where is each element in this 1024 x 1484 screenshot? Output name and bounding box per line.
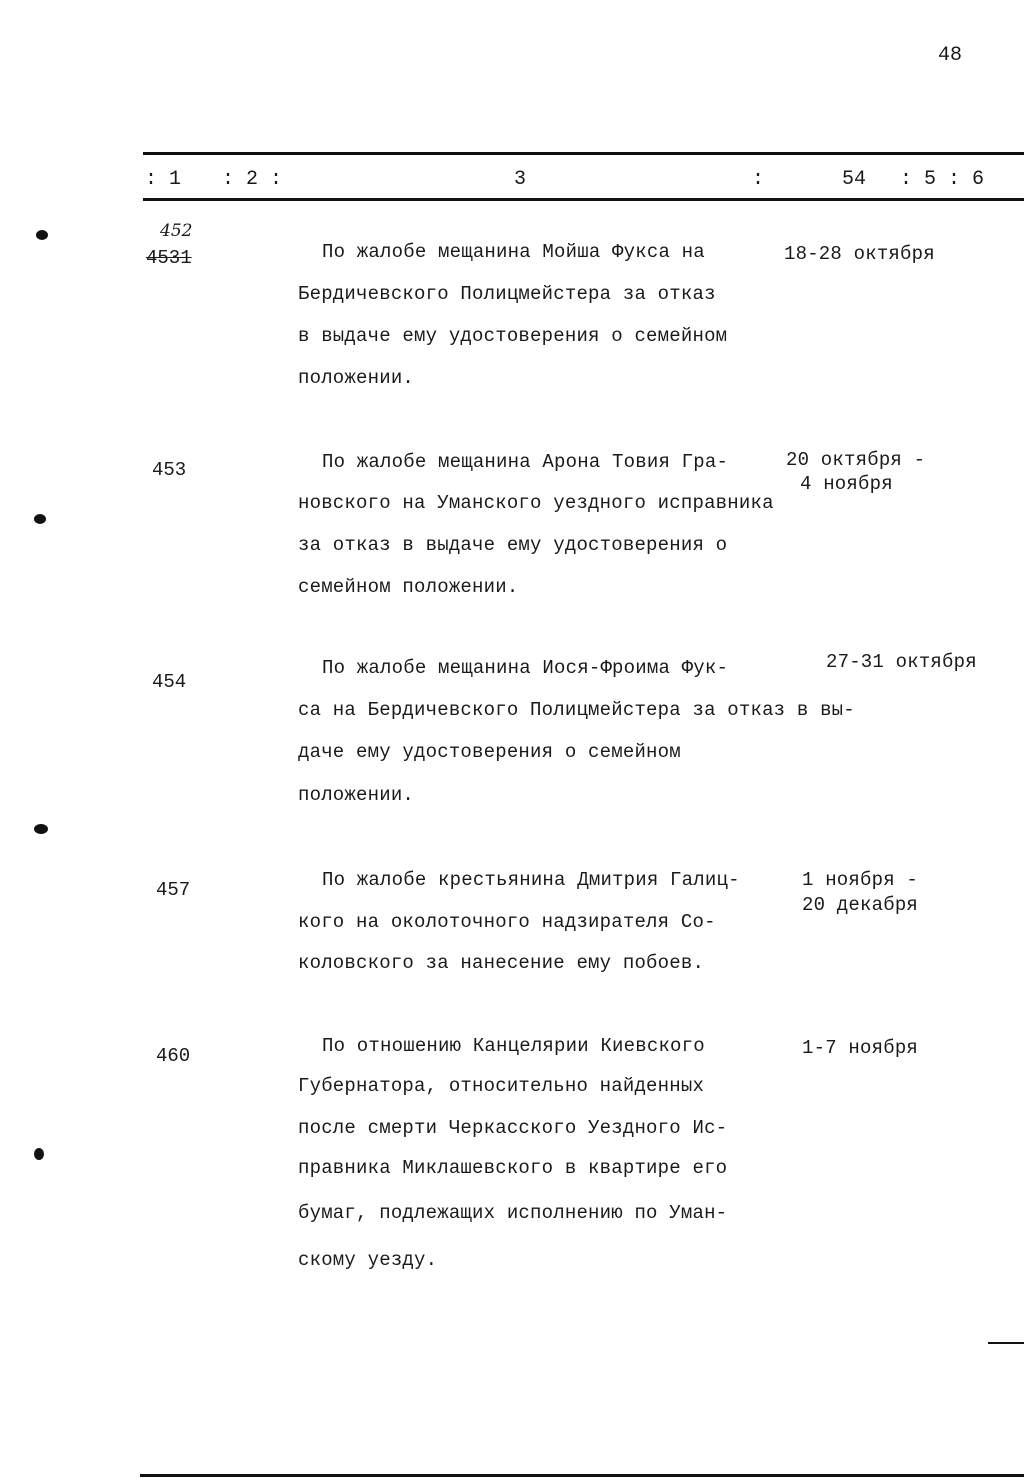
binding-hole-mark bbox=[36, 230, 48, 240]
entry-text-line: бумаг, подлежащих исполнению по Уман- bbox=[298, 1202, 728, 1224]
entry-text-line: По отношению Канцелярии Киевского bbox=[322, 1035, 705, 1057]
entry-text-line: Бердичевского Полицмейстера за отказ bbox=[298, 283, 716, 305]
entry-number: 454 bbox=[152, 671, 187, 693]
binding-hole-mark bbox=[34, 1148, 44, 1160]
entry-date: 1 ноября - bbox=[802, 869, 919, 891]
binding-hole-mark bbox=[34, 824, 48, 834]
entry-number: 4531 bbox=[146, 247, 192, 269]
entry-date: 1-7 ноября bbox=[802, 1037, 919, 1059]
entry-text-line: после смерти Черкасского Уездного Ис- bbox=[298, 1117, 728, 1139]
margin-mark bbox=[988, 1342, 1024, 1344]
entry-text-line: правника Миклашевского в квартире его bbox=[298, 1157, 728, 1179]
entry-date: 20 октября - bbox=[786, 449, 926, 471]
column-header-1: : 1 bbox=[145, 168, 182, 191]
entry-text-line: По жалобе мещанина Арона Товия Гра- bbox=[322, 451, 729, 473]
entry-date: 18-28 октября bbox=[784, 243, 935, 265]
entry-text-line: По жалобе крестьянина Дмитрия Галиц- bbox=[322, 869, 740, 891]
entry-number: 453 bbox=[152, 459, 187, 481]
column-header-5-6: : 5 : 6 bbox=[900, 168, 985, 191]
entry-date: 4 ноября bbox=[800, 473, 893, 495]
entry-text-line: коловского за нанесение ему побоев. bbox=[298, 952, 705, 974]
entry-text-line: новского на Уманского уездного исправника bbox=[298, 492, 774, 514]
column-header-2: : 2 : bbox=[222, 168, 283, 191]
entry-text-line: за отказ в выдаче ему удостоверения о bbox=[298, 534, 728, 556]
binding-hole-mark bbox=[34, 514, 46, 524]
handwritten-number: 452 bbox=[160, 221, 193, 241]
page-number: 48 bbox=[938, 44, 963, 67]
entry-text-line: По жалобе мещанина Мойша Фукса на bbox=[322, 241, 705, 263]
entry-text-line: семейном положении. bbox=[298, 576, 519, 598]
bottom-rule bbox=[140, 1474, 1024, 1477]
entry-text-line: даче ему удостоверения о семейном bbox=[298, 741, 681, 763]
entry-text-line: в выдаче ему удостоверения о семейном bbox=[298, 325, 728, 347]
entry-text-line: кого на околоточного надзирателя Со- bbox=[298, 911, 716, 933]
entry-number: 460 bbox=[156, 1045, 191, 1067]
entry-text-line: положении. bbox=[298, 784, 415, 806]
column-header-3: 3 bbox=[514, 168, 527, 191]
entry-text-line: са на Бердичевского Полицмейстера за отказ в вы- bbox=[298, 699, 855, 721]
column-header-4: 54 bbox=[842, 168, 867, 191]
header-bottom-rule bbox=[143, 198, 1024, 201]
entry-text-line: положении. bbox=[298, 367, 415, 389]
header-top-rule bbox=[143, 152, 1024, 155]
entry-text-line: По жалобе мещанина Иося-Фроима Фук- bbox=[322, 657, 729, 679]
entry-date: 20 декабря bbox=[802, 894, 919, 916]
entry-text-line: скому уезду. bbox=[298, 1249, 438, 1271]
entry-text-line: Губернатора, относительно найденных bbox=[298, 1075, 705, 1097]
column-separator: : bbox=[752, 168, 765, 191]
entry-number: 457 bbox=[156, 879, 191, 901]
entry-date: 27-31 октября bbox=[826, 651, 977, 673]
